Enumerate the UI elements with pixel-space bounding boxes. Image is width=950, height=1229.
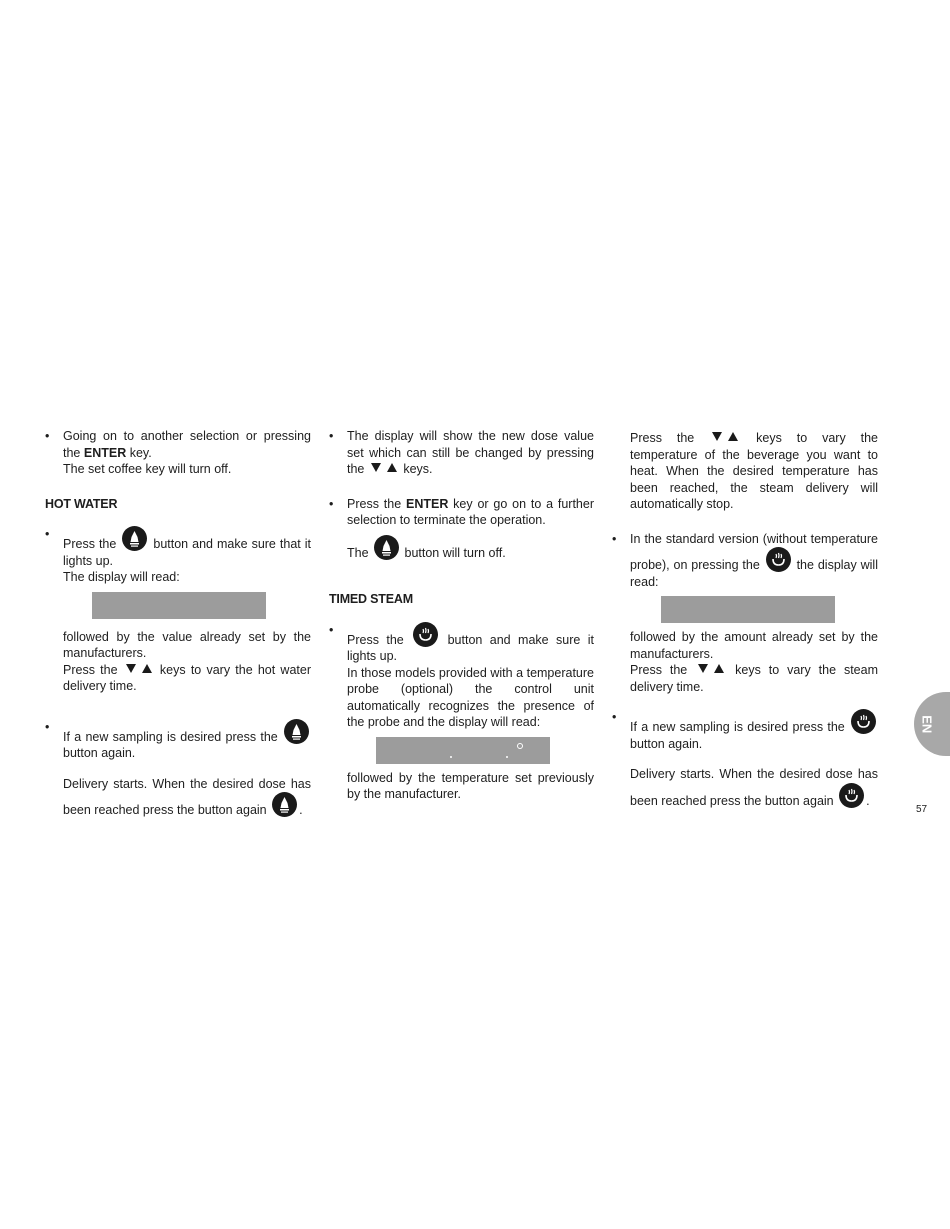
bullet: • xyxy=(45,429,50,443)
up-arrow-icon xyxy=(387,463,397,472)
steam-icon xyxy=(839,783,864,808)
display-panel-temperature xyxy=(376,737,550,764)
list-item: • Press the button and make sure it lights up. In those models provided with a temperature probe (optional) the control unit automatically recognizes the presence of the probe and the display will read: xyxy=(329,622,594,729)
bullet: • xyxy=(329,496,334,511)
language-tab-label: EN xyxy=(919,715,935,734)
hot-water-icon xyxy=(122,526,147,551)
paragraph: Delivery starts. When the desired dose has been reached press the button again . xyxy=(63,776,311,817)
enter-key-label: ENTER xyxy=(405,496,449,511)
display-panel xyxy=(661,596,835,623)
up-arrow-icon xyxy=(714,664,724,673)
list-item: • If a new sampling is desired press the button again. xyxy=(612,709,878,752)
column-3 xyxy=(612,430,878,809)
paragraph: followed by the value already set by the manufacturers. Press the keys to vary the hot water delivery time. xyxy=(63,629,311,693)
steam-icon xyxy=(766,547,791,572)
degree-symbol xyxy=(517,743,523,749)
down-arrow-icon xyxy=(126,664,136,673)
up-arrow-icon xyxy=(728,432,738,441)
list-item: • Press the button and make sure that it lights up. The display will read: xyxy=(45,527,311,584)
bullet: • xyxy=(329,429,334,443)
hot-water-icon xyxy=(272,792,297,817)
paragraph: followed by the amount already set by the manufacturers. Press the keys to vary the steam delivery time. xyxy=(630,630,878,694)
list-item: • Press the ENTER key or go on to a further selection to terminate the operation. xyxy=(329,496,594,527)
bullet: • xyxy=(45,527,50,541)
list-item: • In the standard version (without temperature probe), on pressing the the display will read: xyxy=(612,531,878,589)
down-arrow-icon xyxy=(698,664,708,673)
column-2 xyxy=(329,428,594,803)
bullet: • xyxy=(45,719,50,734)
section-heading-hot-water: HOT WATER xyxy=(45,496,118,511)
display-dot xyxy=(506,756,508,758)
display-dot xyxy=(450,756,452,758)
language-tab xyxy=(914,692,950,756)
hot-water-icon xyxy=(284,719,309,744)
down-arrow-icon xyxy=(371,463,381,472)
bullet: • xyxy=(612,710,617,724)
list-item: • The display will show the new dose value set which can still be changed by pressing the keys. xyxy=(329,429,594,476)
steam-icon xyxy=(851,709,876,734)
hot-water-icon xyxy=(374,535,399,560)
display-panel xyxy=(92,592,266,619)
bullet: • xyxy=(612,531,617,546)
paragraph: followed by the temperature set previously by the manufacturer. xyxy=(347,770,594,801)
paragraph: Delivery starts. When the desired dose has been reached press the button again . xyxy=(630,767,878,808)
paragraph: Press the keys to vary the temperature of the beverage you want to heat. When the desired temperature has been reached, the steam delivery will automatically stop. xyxy=(630,431,878,511)
page-number: 57 xyxy=(916,804,928,815)
paragraph: The button will turn off. xyxy=(329,535,594,562)
section-heading-timed-steam: TIMED STEAM xyxy=(329,592,413,606)
column-1 xyxy=(45,428,311,819)
list-item: • Going on to another selection or pressing the ENTER key. The set coffee key will turn off. xyxy=(45,429,311,476)
up-arrow-icon xyxy=(142,664,152,673)
steam-icon xyxy=(413,622,438,647)
bullet: • xyxy=(329,622,334,637)
list-item: • If a new sampling is desired press the button again. xyxy=(45,719,311,762)
down-arrow-icon xyxy=(712,432,722,441)
enter-key-label: ENTER xyxy=(83,445,127,460)
